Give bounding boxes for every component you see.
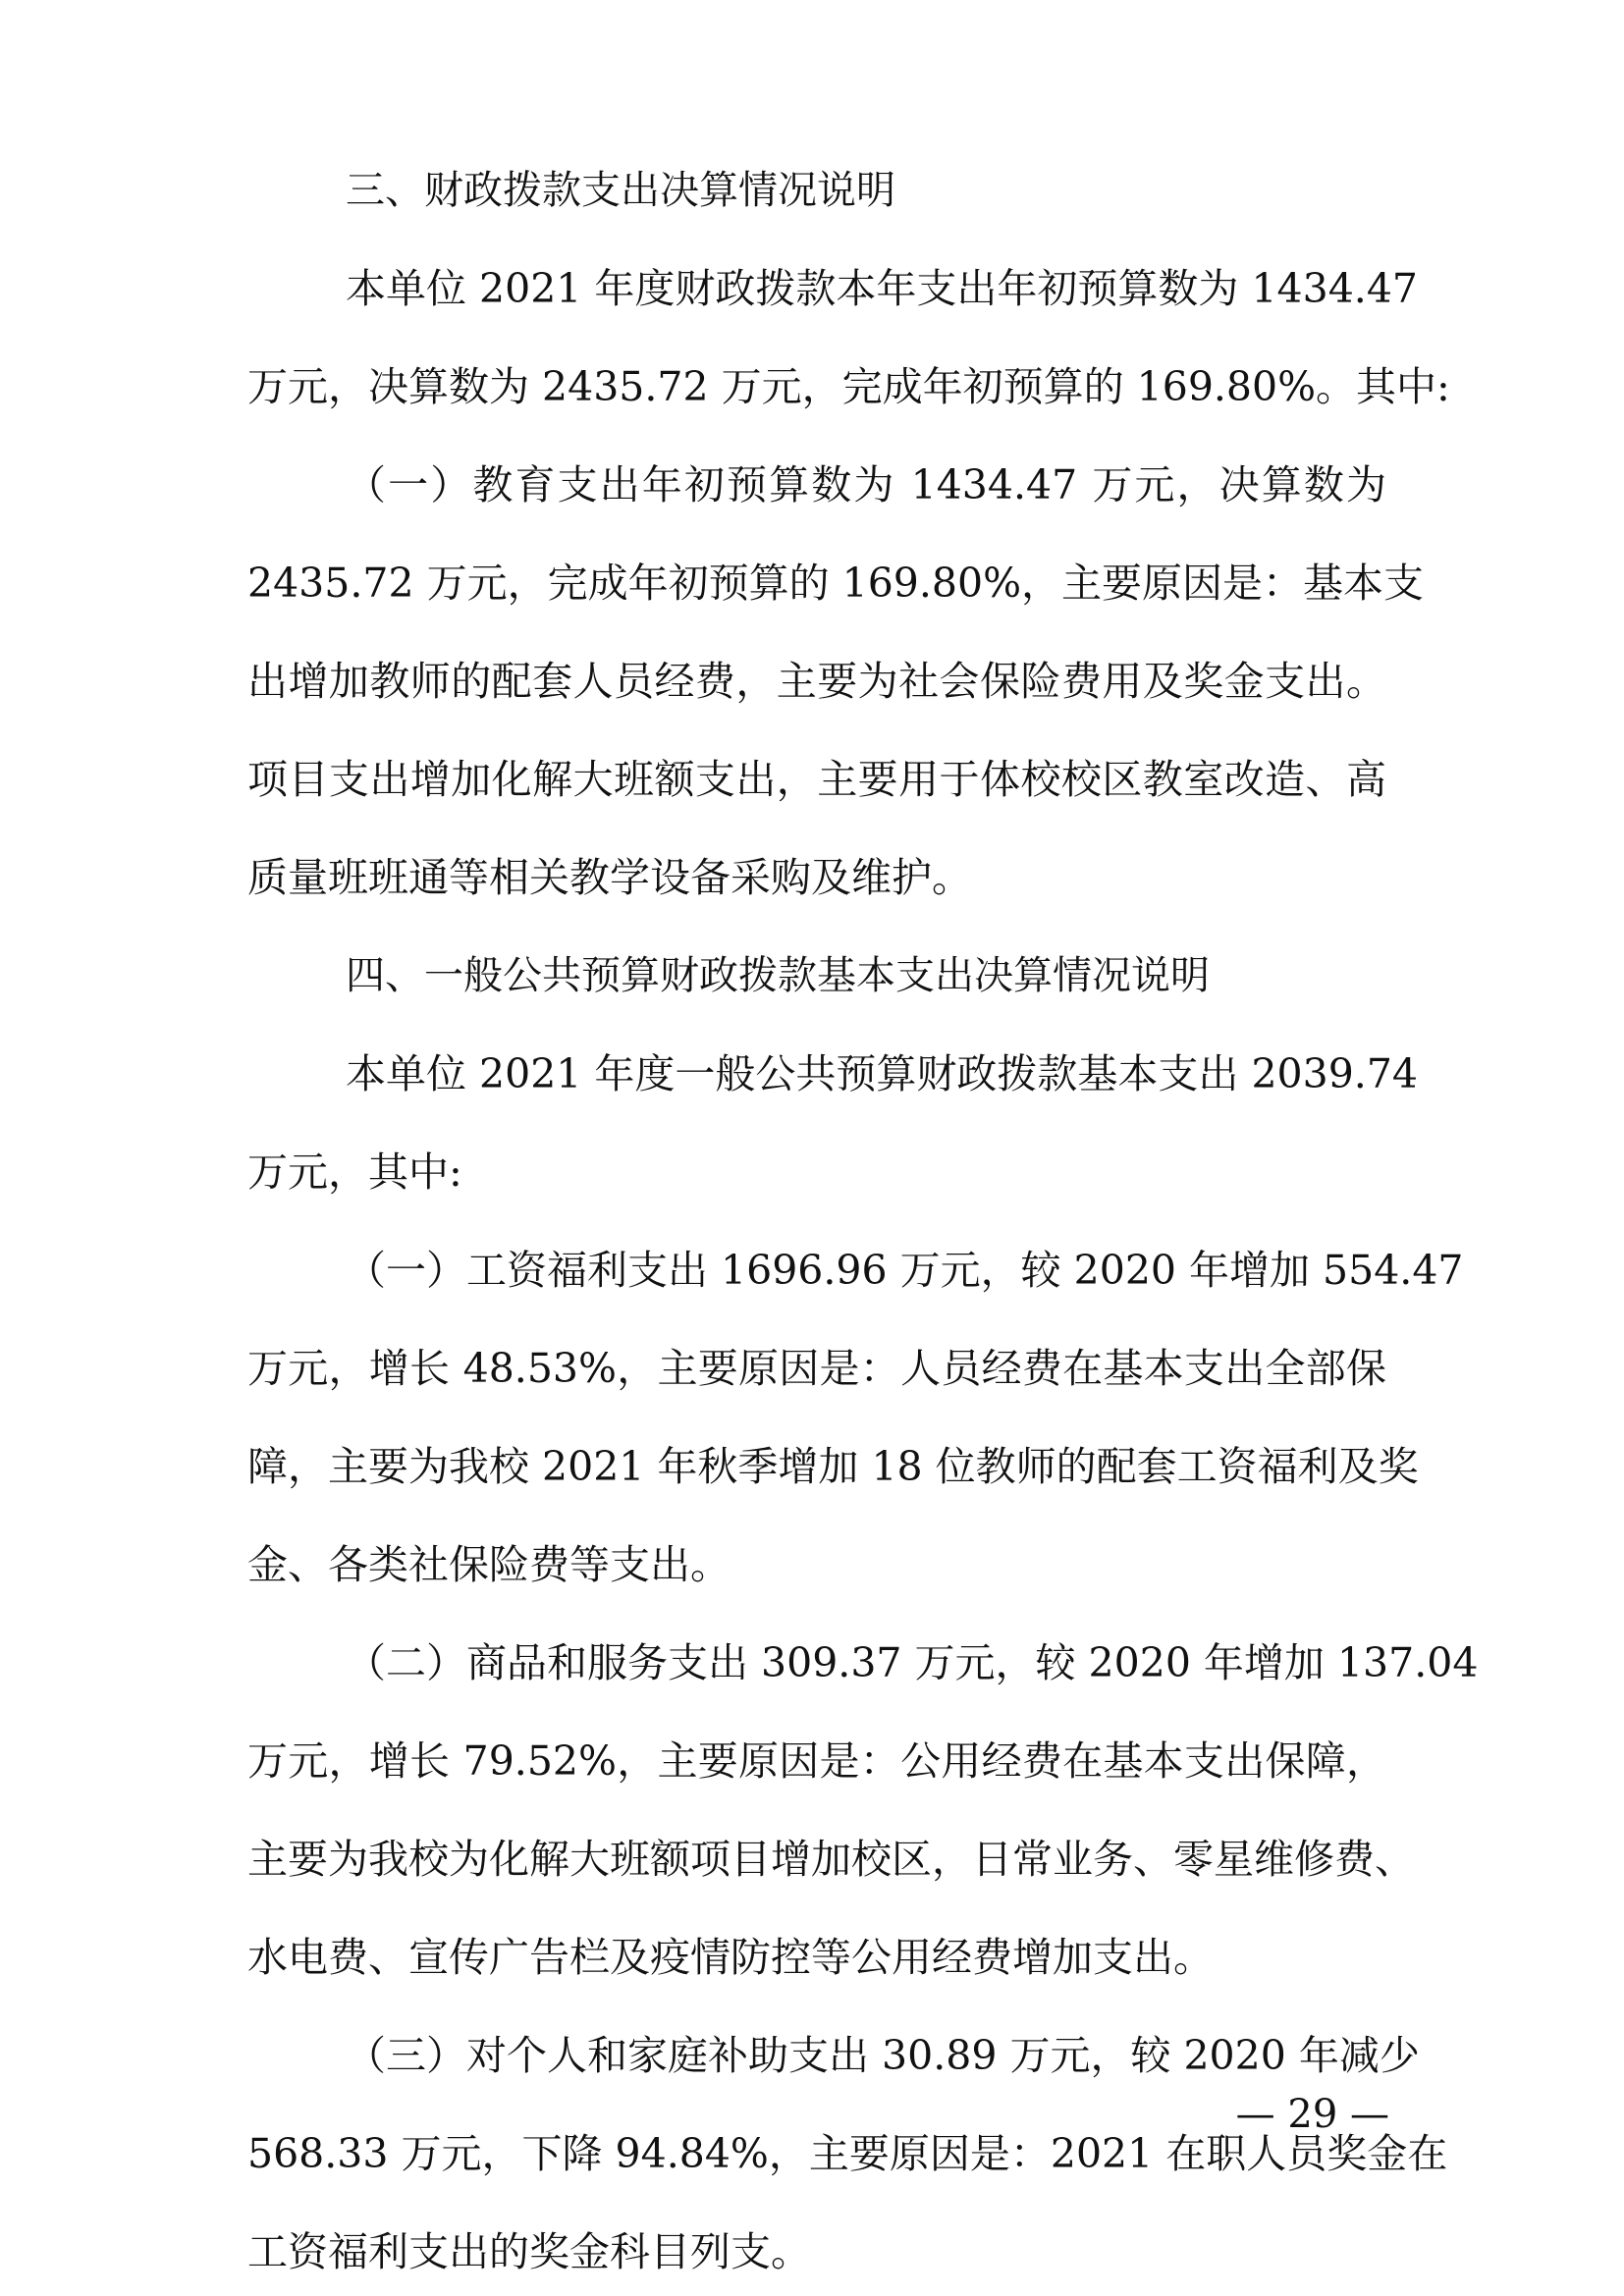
paragraph-line: 水电费、宣传广告栏及疫情防控等公用经费增加支出。 (247, 1934, 1214, 1981)
paragraph-line: 工资福利支出的奖金科目列支。 (247, 2228, 811, 2275)
section-heading-3: 三、财政拨款支出决算情况说明 (346, 168, 895, 213)
paragraph-line: 质量班班通等相关教学设备采购及维护。 (247, 854, 972, 901)
paragraph-line: （三）对个人和家庭补助支出 30.89 万元，较 2020 年减少 (346, 2032, 1420, 2079)
paragraph-line: 万元，决算数为 2435.72 万元，完成年初预算的 169.80%。其中: (247, 363, 1450, 410)
paragraph-line: 出增加教师的配套人员经费，主要为社会保险费用及奖金支出。 (247, 658, 1386, 705)
paragraph-line: （一）教育支出年初预算数为 1434.47 万元，决算数为 (346, 461, 1386, 508)
paragraph-line: （一）工资福利支出 1696.96 万元，较 2020 年增加 554.47 (346, 1247, 1464, 1294)
paragraph-line: 项目支出增加化解大班额支出，主要用于体校校区教室改造、高 (247, 756, 1386, 803)
section-heading-4: 四、一般公共预算财政拨款基本支出决算情况说明 (346, 953, 1210, 998)
paragraph-line: 万元，其中: (247, 1148, 462, 1196)
paragraph-line: （二）商品和服务支出 309.37 万元，较 2020 年增加 137.04 (346, 1639, 1479, 1686)
paragraph-line: 568.33 万元，下降 94.84%，主要原因是：2021 在职人员奖金在 (247, 2130, 1448, 2177)
page-number: — 29 — (1235, 2092, 1389, 2137)
paragraph-line: 本单位 2021 年度财政拨款本年支出年初预算数为 1434.47 (346, 265, 1418, 312)
paragraph-line: 主要为我校为化解大班额项目增加校区，日常业务、零星维修费、 (247, 1836, 1415, 1883)
paragraph-line: 万元，增长 48.53%，主要原因是：人员经费在基本支出全部保 (247, 1345, 1386, 1392)
paragraph-line: 万元，增长 79.52%，主要原因是：公用经费在基本支出保障， (247, 1737, 1386, 1785)
paragraph-line: 障，主要为我校 2021 年秋季增加 18 位教师的配套工资福利及奖 (247, 1443, 1419, 1490)
paragraph-line: 金、各类社保险费等支出。 (247, 1541, 731, 1588)
paragraph-line: 2435.72 万元，完成年初预算的 169.80%，主要原因是：基本支 (247, 560, 1425, 607)
paragraph-line: 本单位 2021 年度一般公共预算财政拨款基本支出 2039.74 (346, 1050, 1418, 1097)
